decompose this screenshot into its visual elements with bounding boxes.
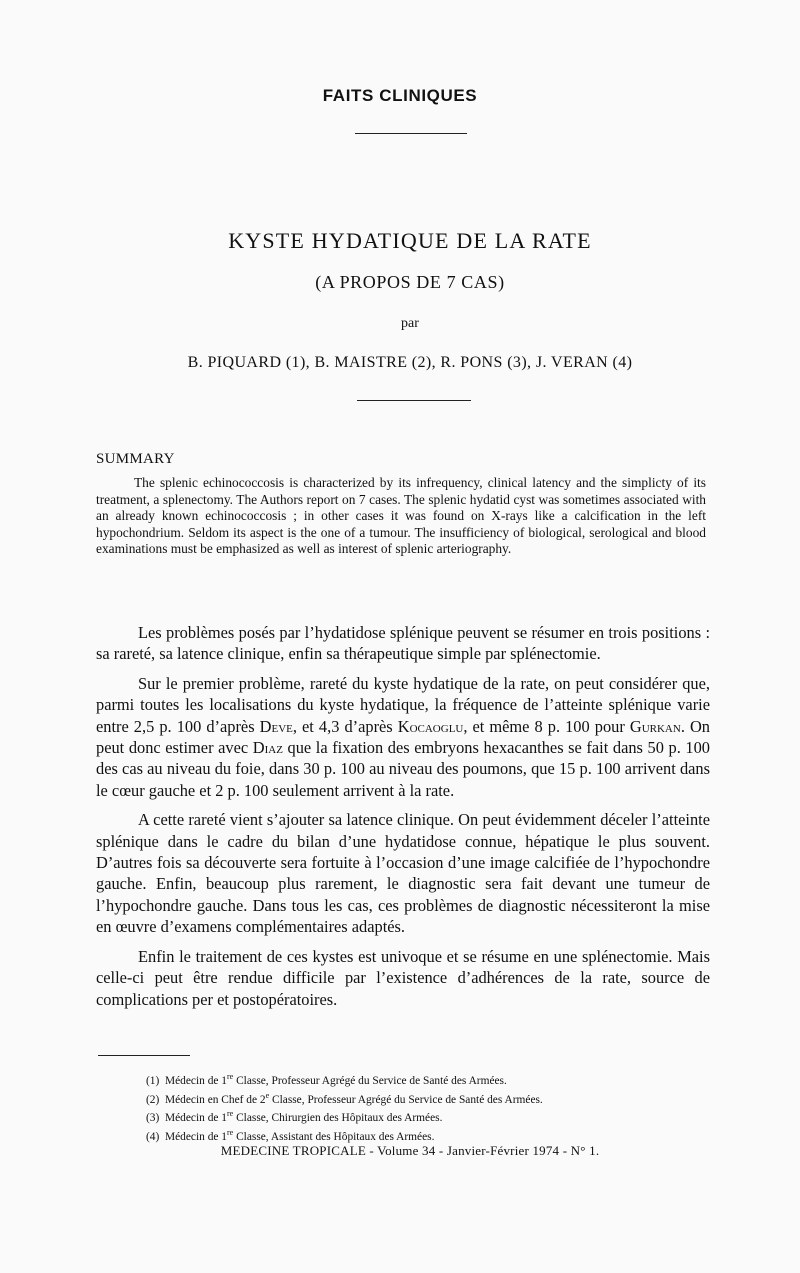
paragraph-2-text: , et même 8 p. 100 pour	[463, 716, 630, 736]
footnotes	[146, 1070, 706, 1144]
article-subtitle: (A PROPOS DE 7 CAS)	[315, 272, 505, 292]
paragraph-2-text: Sur le premier problème, rareté du kyste hydatique de la rate, on peut considérer que, parmi toutes les localisations du kyste hydatique, la fréquence de l’atteinte splénique varie entre 2,5 p. 100 d’après	[96, 673, 710, 736]
author-ref-deve: Deve	[259, 716, 293, 736]
paragraph-3: A cette rareté vient s’ajouter sa latence clinique. On peut évidemment déceler l’atteinte splénique dans le cadre du bilan d’une hydatidose connue, hépatique le plus souvent. D’autres fois sa découverte sera fortuite à l’occasion d’une image calcifiée de l’hypochondre gauche. Enfin, beaucoup plus rarement, le diagnostic sera fait devant une tumeur de l’hypochondre gauche. Dans tous les cas, ces problèmes de diagnostic nécessiteront la mise en œuvre d’examens complémentaires adaptés.	[96, 810, 710, 937]
footnote-text: Classe, Chirurgien des Hôpitaux des Armées.	[233, 1111, 443, 1124]
footnote-3	[146, 1107, 706, 1126]
footnote-superscript: re	[227, 1109, 234, 1119]
footnote-text: Classe, Professeur Agrégé du Service de Santé des Armées.	[269, 1093, 543, 1106]
article-title: KYSTE HYDATIQUE DE LA RATE	[228, 228, 592, 253]
footnote-text: Médecin de 1	[165, 1130, 227, 1143]
authors-divider	[357, 400, 471, 401]
author-ref-gurkan: Gurkan	[629, 716, 681, 736]
article-body	[96, 622, 710, 1018]
footnote-text: Médecin de 1	[165, 1074, 227, 1087]
summary-text: The splenic echinococcosis is characterized by its infrequency, clinical latency and the simplicty of its treatment, a splenectomy. The Authors report on 7 cases. The splenic hydatid cyst was sometimes associated with an already known echinococcosis ; in other cases it was found on X-rays like a calcification in the left hypochondrium. Seldom its aspect is the one of a tumour. The insufficiency of biological, serological and blood examinations must be emphasized as well as interest of splenic arteriography.	[96, 475, 706, 557]
journal-citation: MEDECINE TROPICALE - Volume 34 - Janvier-Février 1974 - N° 1.	[220, 1143, 600, 1158]
footnote-superscript: e	[265, 1090, 270, 1100]
paragraph-2-text: , et 4,3 d’après	[292, 716, 398, 736]
header-divider	[355, 133, 467, 134]
paragraph-1: Les problèmes posés par l’hydatidose splénique peuvent se résumer en trois positions : sa rareté, sa latence clinique, enfin sa thérapeutique simple par splénectomie.	[96, 623, 710, 664]
footnote-divider	[98, 1055, 190, 1056]
section-heading: FAITS CLINIQUES	[322, 86, 478, 105]
footnote-superscript: re	[227, 1127, 234, 1137]
author-ref-kocaoglu: Kocaoglu	[397, 716, 464, 736]
author-list: B. PIQUARD (1), B. MAISTRE (2), R. PONS (3), J. VERAN (4)	[187, 354, 633, 371]
author-ref-diaz: Diaz	[252, 738, 283, 758]
footnote-text: Médecin de 1	[165, 1111, 227, 1124]
footnote-2	[146, 1089, 706, 1108]
footnote-number: (4)	[146, 1130, 160, 1143]
by-label: par	[401, 316, 419, 331]
footnote-superscript: re	[227, 1072, 234, 1081]
paragraph-2-text: que la fixation des embryons hexacanthes se fait dans 50 p. 100 des cas au niveau du foie, dans 30 p. 100 au niveau des poumons, que 15 p. 100 arrivent dans le cœur gauche et 2 p. 100 seulement arrivent à la rate.	[96, 738, 710, 800]
footnote-number: (1)	[146, 1074, 160, 1087]
paragraph-2-text: . On peut donc estimer avec	[96, 716, 710, 758]
paragraph-4: Enfin le traitement de ces kystes est univoque et se résume en une splénectomie. Mais celle-ci peut être rendue difficile par l’existence d’adhérences de la rate, source de complications per et postopératoires.	[96, 946, 710, 1009]
footnote-text: Classe, Professeur Agrégé du Service de Santé des Armées.	[233, 1074, 507, 1087]
footnote-1	[146, 1070, 706, 1089]
footnote-text: Classe, Assistant des Hôpitaux des Armées.	[233, 1130, 435, 1143]
footnote-4	[146, 1126, 706, 1145]
footnote-number: (2)	[146, 1093, 160, 1106]
footnote-number: (3)	[146, 1111, 160, 1124]
paragraph-2	[96, 673, 710, 801]
footnote-text: Médecin en Chef de 2	[165, 1093, 266, 1106]
summary-heading: SUMMARY	[96, 451, 175, 467]
